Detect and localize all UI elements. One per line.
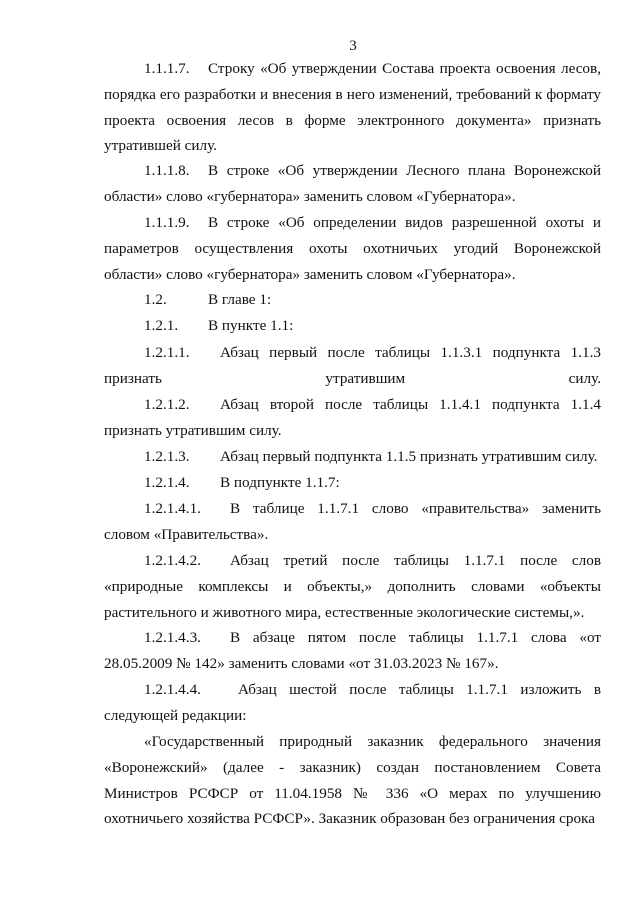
paragraph-number: 1.2.1.4. — [144, 474, 190, 491]
paragraph-text: Абзац второй после таблицы 1.1.4.1 подпункта 1.1.4 признать утратившим силу. — [104, 396, 601, 439]
paragraph-text: В подпункте 1.1.7: — [220, 474, 340, 491]
paragraph-number: 1.2.1.4.3. — [144, 629, 201, 646]
paragraph-text: В строке «Об утверждении Лесного плана Воронежской области» слово «губернатора» заменить словом «Губернатора». — [104, 162, 601, 205]
paragraph-1-2-1-4-2 — [104, 548, 601, 625]
paragraph-number: 1.1.1.9. — [144, 214, 190, 231]
paragraph-number: 1.2.1.4.1. — [144, 500, 201, 517]
paragraph-number: 1.2.1.4.4. — [144, 681, 201, 698]
paragraph-text: «Государственный природный заказник федерального значения «Воронежский» (далее - заказник) создан постановлением Совета Министров РСФСР от 11.04.1958 № 336 «О мерах по улучшению охотничьего хозяйства РСФСР». Заказник образован без ограничения срока — [104, 733, 601, 828]
paragraph-1-2-1-4-4 — [104, 677, 601, 729]
quoted-paragraph — [104, 729, 601, 832]
paragraph-number: 1.2.1.2. — [144, 396, 190, 413]
paragraph-1-2-1-2 — [104, 392, 601, 444]
paragraph-1-2 — [104, 287, 601, 313]
paragraph-text: В строке «Об определении видов разрешенной охоты и параметров осуществления охоты охотничьих угодий Воронежской области» слово «губернатора» заменить словом «Губернатора». — [104, 214, 601, 283]
paragraph-text: Абзац шестой после таблицы 1.1.7.1 изложить в следующей редакции: — [104, 681, 601, 724]
paragraph-number: 1.2.1.4.2. — [144, 552, 201, 569]
paragraph-number: 1.1.1.8. — [144, 162, 190, 179]
paragraph-text: В главе 1: — [208, 291, 272, 308]
paragraph-number: 1.2.1.3. — [144, 448, 190, 465]
paragraph-text: Строку «Об утверждении Состава проекта освоения лесов, порядка его разработки и внесения в него изменений, требований к формату проекта освоения лесов в форме электронного документа» признать утратившей силу. — [104, 60, 601, 155]
page-number: 3 — [349, 38, 357, 54]
paragraph-1-2-1-4-1 — [104, 496, 601, 548]
paragraph-1-1-1-7 — [104, 56, 601, 159]
paragraph-text: Абзац третий после таблицы 1.1.7.1 после слов «природные комплексы и объекты,» дополнить словами «объекты растительного и животного мира, естественные экологические системы,». — [104, 552, 601, 621]
paragraph-text: Абзац первый после таблицы 1.1.3.1 подпункта 1.1.3 признать утратившим силу. — [104, 344, 601, 387]
paragraph-text: В пункте 1.1: — [208, 317, 294, 334]
paragraph-text: Абзац первый подпункта 1.1.5 признать утратившим силу. — [220, 448, 598, 465]
paragraph-number: 1.2.1. — [144, 317, 179, 334]
paragraph-1-2-1-1 — [104, 340, 601, 392]
paragraph-1-2-1 — [104, 313, 601, 339]
paragraph-text: В таблице 1.1.7.1 слово «правительства» заменить словом «Правительства». — [104, 500, 601, 543]
paragraph-text: В абзаце пятом после таблицы 1.1.7.1 слова «от 28.05.2009 № 142» заменить словами «от 31.03.2023 № 167». — [104, 629, 601, 672]
paragraph-1-2-1-4-3 — [104, 625, 601, 677]
paragraph-1-1-1-9 — [104, 210, 601, 287]
paragraph-number: 1.1.1.7. — [144, 60, 190, 77]
paragraph-number: 1.2. — [144, 291, 167, 308]
paragraph-1-2-1-4 — [104, 470, 601, 496]
paragraph-number: 1.2.1.1. — [144, 344, 190, 361]
paragraph-1-1-1-8 — [104, 158, 601, 210]
paragraph-1-2-1-3 — [104, 444, 601, 470]
